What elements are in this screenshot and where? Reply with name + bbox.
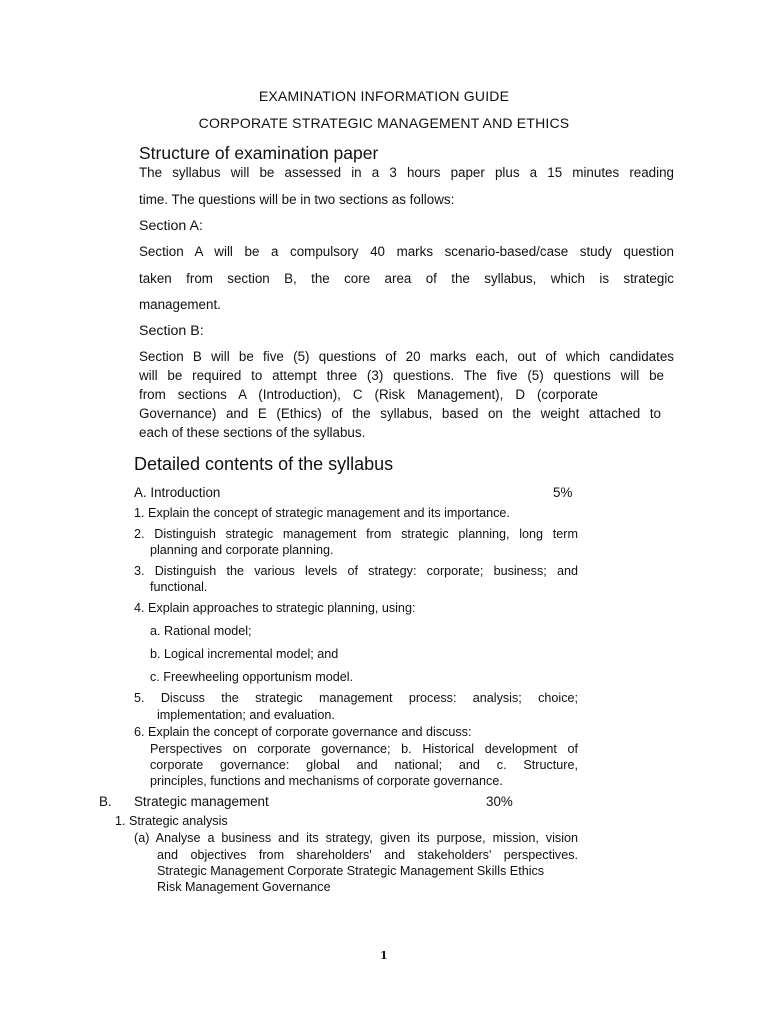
page-number: 1 [380, 949, 388, 962]
strategic-management-title: Strategic management [134, 794, 269, 809]
sub-list-item: a. Rational model; [150, 624, 252, 638]
section-a-weight: 5% [553, 485, 573, 500]
syllabus-heading: Detailed contents of the syllabus [134, 454, 394, 474]
sub-list-item: c. Freewheeling opportunism model. [150, 670, 354, 684]
list-item: 3. Distinguish the various levels of strategy: corporate; business; and [134, 564, 578, 578]
section-a-introduction-title: A. Introduction [134, 485, 221, 500]
list-item: Risk Management Governance [157, 880, 331, 894]
list-item: planning and corporate planning. [150, 543, 334, 557]
list-item: 4. Explain approaches to strategic planning, using: [134, 601, 416, 615]
section-a-text: management. [139, 297, 221, 312]
document-subtitle: CORPORATE STRATEGIC MANAGEMENT AND ETHICS [198, 115, 570, 131]
list-item: (a) Analyse a business and its strategy, given its purpose, mission, vision [134, 831, 578, 845]
structure-heading: Structure of examination paper [139, 143, 379, 163]
section-b-text: each of these sections of the syllabus. [139, 425, 366, 440]
list-item: 1. Explain the concept of strategic management and its importance. [134, 506, 510, 520]
document-title: EXAMINATION INFORMATION GUIDE [258, 88, 510, 104]
list-item: 5. Discuss the strategic management process: analysis; choice; [134, 691, 578, 705]
list-item: corporate governance: global and national; and c. Structure, [150, 758, 578, 772]
section-b-text: from sections A (Introduction), C (Risk Management), D (corporate [139, 387, 598, 402]
section-a-text: taken from section B, the core area of the syllabus, which is strategic [139, 271, 674, 286]
sub-list-item: b. Logical incremental model; and [150, 647, 339, 661]
structure-intro-line: time. The questions will be in two sections as follows: [139, 192, 455, 207]
list-item: 1. Strategic analysis [115, 814, 228, 828]
list-item: Perspectives on corporate governance; b. Historical development of [150, 742, 578, 756]
section-b-letter: B. [99, 794, 112, 809]
list-item: functional. [150, 580, 208, 594]
list-item: 2. Distinguish strategic management from strategic planning, long term [134, 527, 578, 541]
section-b-text: Governance) and E (Ethics) of the syllabus, based on the weight attached to [139, 406, 661, 421]
list-item: 6. Explain the concept of corporate governance and discuss: [134, 725, 472, 739]
list-item: principles, functions and mechanisms of corporate governance. [150, 774, 503, 788]
section-b-heading: Section B: [139, 323, 204, 339]
structure-intro-line: The syllabus will be assessed in a 3 hours paper plus a 15 minutes reading [139, 165, 674, 180]
list-item: implementation; and evaluation. [157, 708, 335, 722]
strategic-management-weight: 30% [486, 794, 513, 809]
section-b-text: will be required to attempt three (3) questions. The five (5) questions will be [139, 368, 664, 383]
list-item: and objectives from shareholders' and stakeholders' perspectives. [157, 848, 578, 862]
section-a-text: Section A will be a compulsory 40 marks scenario-based/case study question [139, 244, 674, 259]
list-item: Strategic Management Corporate Strategic Management Skills Ethics [157, 864, 545, 878]
section-a-heading: Section A: [139, 218, 203, 234]
section-b-text: Section B will be five (5) questions of 20 marks each, out of which candidates [139, 349, 674, 364]
